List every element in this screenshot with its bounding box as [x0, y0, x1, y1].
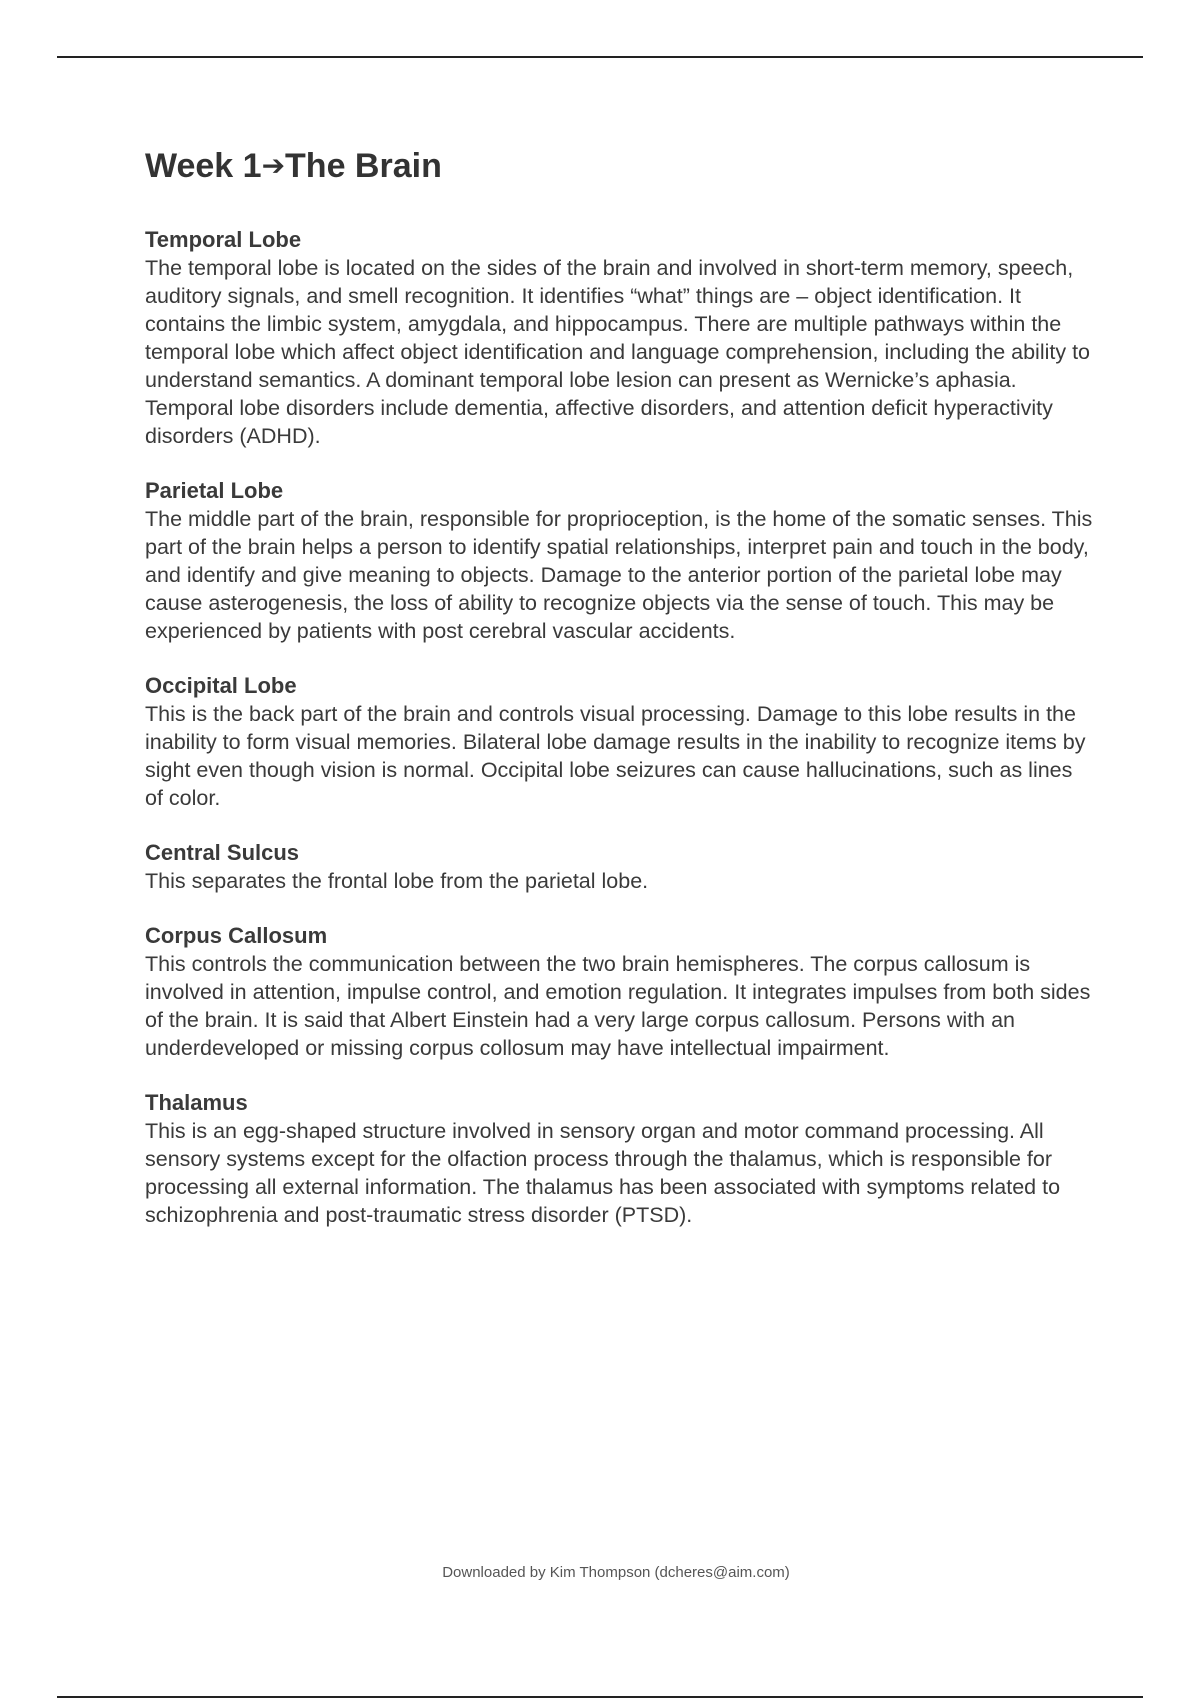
section-heading: Occipital Lobe	[145, 673, 297, 698]
section-body: This is an egg-shaped structure involved in sensory organ and motor command processing. All sensory systems except for the olfaction process through the thalamus, which is responsible for processing all external information. The thalamus has been associated with symptoms related to schizophrenia and post-traumatic stress disorder (PTSD).	[145, 1119, 1061, 1227]
download-footer: Downloaded by Kim Thompson (dcheres@aim.com)	[442, 1564, 790, 1581]
section-heading: Temporal Lobe	[145, 227, 302, 252]
section-occipital-lobe	[145, 672, 1095, 812]
section-body: This is the back part of the brain and controls visual processing. Damage to this lobe results in the inability to form visual memories. Bilateral lobe damage results in the inability to recognize items by sight even though vision is normal. Occipital lobe seizures can cause hallucinations, such as lines of color.	[145, 702, 1086, 810]
right-arrow-icon: ➔	[261, 149, 286, 182]
page-title-topic: The Brain	[285, 147, 442, 185]
section-parietal-lobe	[145, 477, 1095, 645]
section-body: This controls the communication between the two brain hemispheres. The corpus callosum is involved in attention, impulse control, and emotion regulation. It integrates impulses from both sides of the brain. It is said that Albert Einstein had a very large corpus callosum. Persons with an underdeveloped or missing corpus collosum may have intellectual impairment.	[145, 952, 1091, 1060]
section-central-sulcus	[145, 839, 1095, 895]
section-body: The middle part of the brain, responsible for proprioception, is the home of the somatic senses. This part of the brain helps a person to identify spatial relationships, interpret pain and touch in the body, and identify and give meaning to objects. Damage to the anterior portion of the parietal lobe may cause asterogenesis, the loss of ability to recognize objects via the sense of touch. This may be experienced by patients with post cerebral vascular accidents.	[145, 507, 1093, 643]
top-divider	[57, 56, 1143, 58]
page-title-week: Week 1	[145, 147, 262, 185]
section-temporal-lobe	[145, 226, 1095, 450]
section-heading: Parietal Lobe	[145, 478, 284, 503]
section-corpus-callosum	[145, 922, 1095, 1062]
section-body: The temporal lobe is located on the sides of the brain and involved in short-term memory, speech, auditory signals, and smell recognition. It identifies “what” things are – object identification. It contains the limbic system, amygdala, and hippocampus. There are multiple pathways within the temporal lobe which affect object identification and language comprehension, including the ability to understand semantics. A dominant temporal lobe lesion can present as Wernicke’s aphasia. Temporal lobe disorders include dementia, affective disorders, and attention deficit hyperactivity disorders (ADHD).	[145, 256, 1091, 448]
section-heading: Central Sulcus	[145, 840, 300, 865]
section-body: This separates the frontal lobe from the parietal lobe.	[145, 869, 649, 893]
section-thalamus	[145, 1089, 1095, 1229]
bottom-divider	[57, 1696, 1143, 1698]
page-title	[145, 140, 1095, 192]
section-heading: Corpus Callosum	[145, 923, 328, 948]
section-heading: Thalamus	[145, 1090, 248, 1115]
document-content	[145, 140, 1095, 1256]
